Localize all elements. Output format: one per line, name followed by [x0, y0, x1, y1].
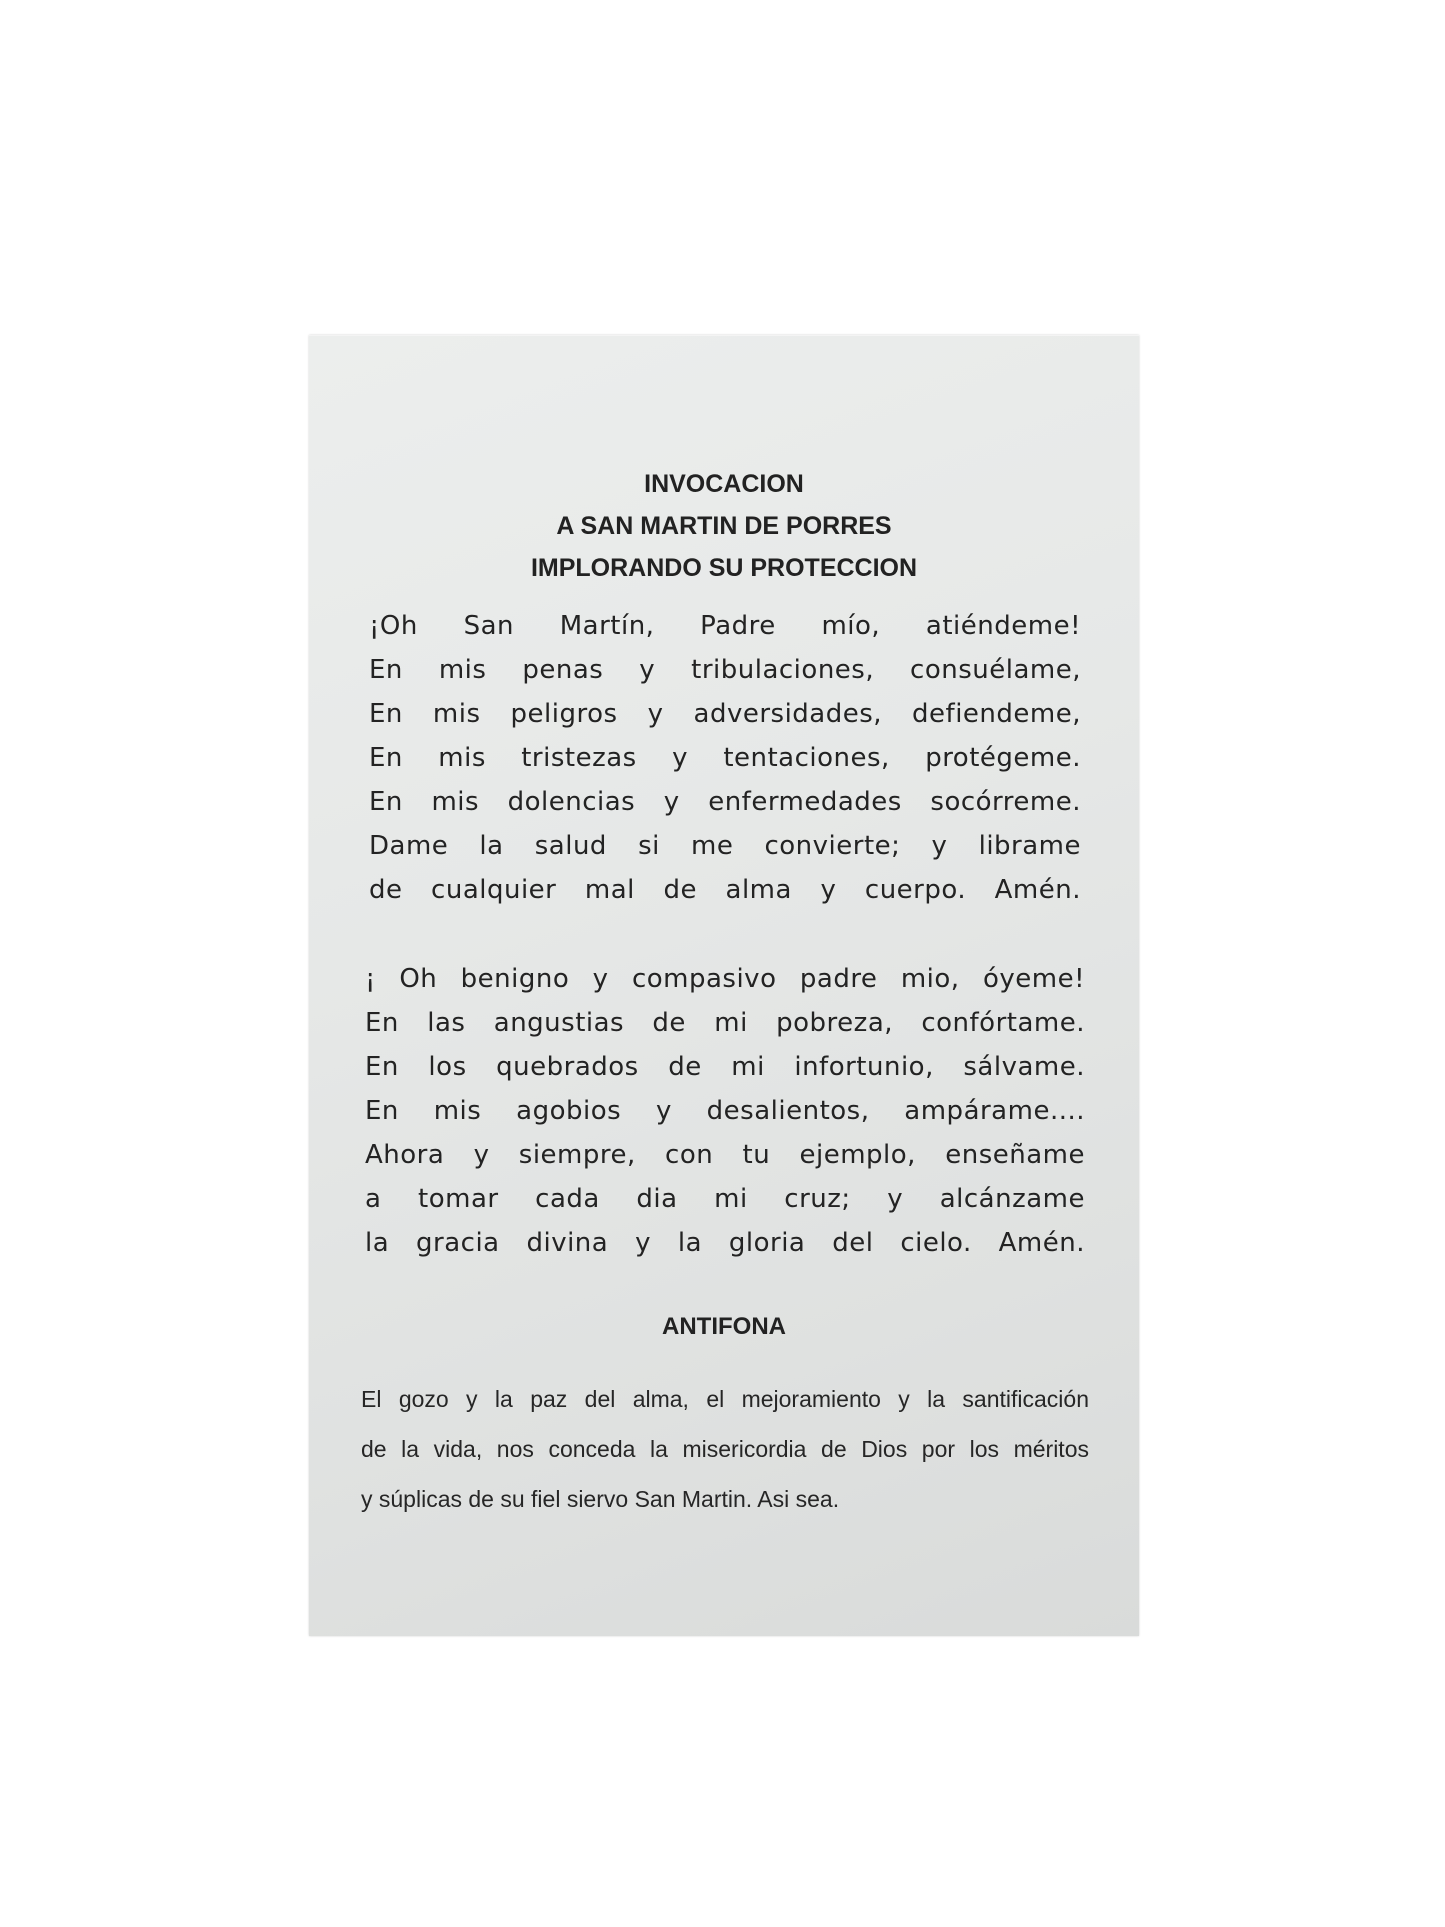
- prayer-line: En los quebrados de mi infortunio, sálvame.: [365, 1052, 1085, 1082]
- antifona-line: de la vida, nos conceda la misericordia de Dios por los méritos: [361, 1436, 1089, 1462]
- prayer-line: En mis penas y tribulaciones, consuélame,: [369, 655, 1081, 685]
- prayer-line: a tomar cada dia mi cruz; y alcánzame: [365, 1184, 1085, 1214]
- title-line: INVOCACION: [644, 470, 804, 498]
- card-title: [309, 463, 1139, 589]
- prayer-line: ¡ Oh benigno y compasivo padre mio, óyeme!: [365, 964, 1085, 994]
- antifona-line: El gozo y la paz del alma, el mejoramiento y la santificación: [361, 1386, 1089, 1412]
- prayer-line: En mis tristezas y tentaciones, protégeme.: [369, 743, 1081, 773]
- prayer-line: Ahora y siempre, con tu ejemplo, enseñame: [365, 1140, 1085, 1170]
- prayer-line: de cualquier mal de alma y cuerpo. Amén.: [369, 875, 1081, 905]
- prayer-line: En las angustias de mi pobreza, confórtame.: [365, 1008, 1085, 1038]
- prayer-stanza-2: [365, 957, 1085, 1265]
- prayer-line: En mis dolencias y enfermedades socórreme.: [369, 787, 1081, 817]
- prayer-stanza-1: [369, 604, 1081, 912]
- prayer-line: la gracia divina y la gloria del cielo. Amén.: [365, 1228, 1085, 1258]
- antifona-text: [361, 1374, 1089, 1524]
- title-line: IMPLORANDO SU PROTECCION: [530, 554, 918, 582]
- antifona-heading: ANTIFONA: [662, 1313, 786, 1340]
- title-line: A SAN MARTIN DE PORRES: [556, 512, 892, 540]
- prayer-line: Dame la salud si me convierte; y librame: [369, 831, 1081, 861]
- prayer-card: [309, 335, 1139, 1636]
- antifona-line: y súplicas de su fiel siervo San Martin. Asi sea.: [361, 1486, 840, 1512]
- prayer-line: En mis peligros y adversidades, defiendeme,: [369, 699, 1081, 729]
- prayer-line: ¡Oh San Martín, Padre mío, atiéndeme!: [369, 611, 1081, 641]
- prayer-line: En mis agobios y desalientos, ampárame....: [365, 1096, 1085, 1126]
